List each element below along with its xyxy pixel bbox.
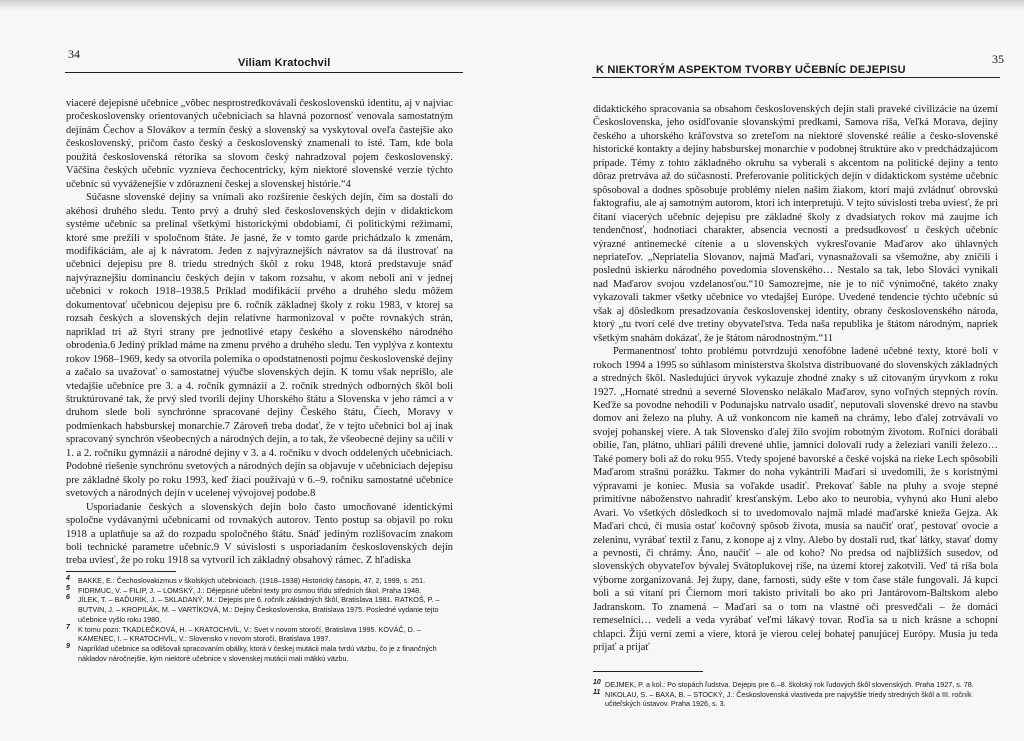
- body-text: [66, 97, 453, 568]
- body-text: [593, 103, 998, 655]
- running-head: Viliam Kratochvil: [238, 57, 331, 69]
- footnote: 4 BAKKE, E.: Čechoslovakizmus v školských učebniciach. (1918–1938) Historický časopis, 47, 2, 1999, s. 251.: [66, 575, 426, 585]
- paragraph: viaceré dejepisné učebnice „vôbec nesprostredkovávali československú identitu, aj v najviac pročeskoslovensky orientovaných učebniciach sa hlavná pozornosť venovala samostatným dejinám Čechov a Slovákov a termín český a slovenský sa vyskytoval oveľa častejšie ako československý, pričom často český a československý znamenali to isté. Tam, kde bola použitá československá rétorika sa slovom český nahradzoval pojem československý. Väčšina českých učebníc vyznieva čechocentricky, kým niektoré slovenské verzie týchto učebníc sú vyváženejšie v zdôraznení českej a slovenskej histórie.“4: [66, 98, 453, 190]
- page-number: 34: [68, 47, 80, 61]
- running-head: K NIEKTORÝM ASPEKTOM TVORBY UČEBNÍC DEJEPISU: [596, 64, 906, 76]
- right-page: [512, 0, 1024, 741]
- footnotes: [66, 576, 456, 663]
- header-rule: [65, 72, 463, 73]
- footnote: 11 NIKOLAU, S. – BAXA, B. – STOCKÝ, J.: Československá vlastiveda pre najvyššie triedy stredných škôl a III. ročník učiteľských ústavov. Praha 1926, s. 3.: [593, 688, 972, 709]
- paragraph: Permanentnosť tohto problému potvrdzujú xenofóbne ladené učebné texty, ktoré boli v rokoch 1994 a 1995 so súhlasom ministerstva školstva distribuované do slovenských základných a stredných škôl. Nasledujúci úryvok vykazuje zhodné znaky s už citovaným úryvkom z roku 1927. „Hornaté strednú a severné Slovensko nelákalo Maďarov, syno voľných stepných rovín. Keďže sa povodne nehodili v Podunajsku natrvalo usadiť, neputovali slovenské drevo na stavbu domov ani železo na pluhy. A už vonkoncom nie kameň na chrámy, lebo ďalej zotrvávali vo svojej pohanskej viere. A tak Slovensko ďalej žilo svojím robotným životom. Roľníci dorábali obilie, ľan, plátno, uhliari pálili drevené uhlie, jamníci dolovali rudy a železiari vanili železo… Také pomery boli až do roku 955. Vtedy spojené bavorské a české vojská na rieke Lech spôsobili Maďarom strašnú porážku. Takmer do noha vykántrili Maďari si uvedomili, že s koristnými výpravami je koniec. Musia sa voľakde usadiť. Prekovať šable na pluhy a svoje stepné primitívne náboženstvo nahradiť kresťanským. Lebo ako to neurobia, vyhynú ako Huni alebo Avari. Vo všetkých dôsledkoch si to uvedomovalo najmä mladé maďarské knieža Gejza. Ak Maďari chcú, či musia ostať kočovný spôsob života, musia sa naučiť orať, pestovať ovocie a zeleninu, vyrábať textil z ľanu, z konope aj z vlny. Alebo by dostali rud, tkať látky, stavať domy a pevnosti, či chrámy. Áno, naučiť – ale od koho? No predsa od najbližších susedov, od slovenských obyvateľov bývalej Svätoplukovej ríše, na území ktorej zakotvili. Veď tá ríša bola výborne zorganizovaná. Jej župy, dane, farnosti, súdy ešte v tom čase stále fungovali. Já kupci boli a sú vítaní pri Čiernom mori takisto privítali bo ako pri Jantárovom-Baltskom alebo Jadranskom. To znamená – Maďari sa o tom na vlastné oči presvedčali – že domáci remeselníci… vedeli a veda vyrábať veľmi lákavý tovar. Roďia sa u nich krásne a schopní chlapci. Žijú verní zemi a viere, ktorá je vierou celej bohatej panujúcej Európy. Musia ju teda prijať a prijať: [593, 346, 998, 654]
- paragraph: didaktického spracovania sa obsahom československých dejín stali praveké civilizácie na území Československa, jeho osídľovanie slovanskými predkami, Samova ríša, Veľká Morava, dejiny českého a uhorského kráľovstva so zreteľom na niektoré slovenské reálie a česko-slovenské historické kontakty a dejiny habsburskej monarchie v podobnej štruktúre ako v predchádzajúcom prípade. Témy z tohto základného okruhu sa vyberali s akcentom na politické dejiny a tento dôraz pretrváva až do súčasnosti. Preferovanie politických dejín v didaktickom systéme učebníc spôsoboval a dodnes spôsobuje problémy nielen našim žiakom, ktorí majú zvládnuť obrovskú faktografiu, ale aj samotným autorom, ktorí ich interpretujú. V tejto súvislosti treba uviesť, že pri čítaní viacerých učebníc dejepisu pre základné školy z dvadsiatych rokov má zaujme ich tendenčnosť, hodnotiaci charakter, absencia vecnosti a predsudkovosť u českých učebníc výrazné antinemecké cítenie a u slovenských vykresľovanie Maďarov ako úhlavných nepriateľov. „Nepriatelia Slovanov, najmä Maďari, vynasnažovali sa všemožne, aby zničili i poslednú iskierku národného povedomia slovenského… Nestalo sa tak, lebo Slováci vynikali nad Maďarov svojou vzdelanosťou.“10 Samozrejme, nie je to nič výnimočné, takéto znaky vykazovali takmer všetky učebnice vo vtedajšej Európe. Uvedené tendencie týchto učebníc sú však aj dôsledkom presadzovania československej identity, obrany československého národa, ktorý „tu tvorí celé dve tretiny obyvateľstva. Teda naša republika je štátom národným, napriek všetkým snahám dokázať, že je štátom národnostným.“11: [593, 104, 998, 344]
- footnote: 10 DEJMEK, P. a kol.: Po stopách ľudstva. Dejepis pre 6.–8. školský rok ľudových škôl slovenských. Praha 1927, s. 78.: [593, 679, 974, 689]
- paragraph: Súčasne slovenské dejiny sa vnímali ako rozšírenie českých dejín, čím sa dostali do akéhosi druhého sledu. Tento prvý a druhý sled československých dejín v didaktickom systéme učebníc sa prelínal všetkými historickými obdobiami, či politickými režimami, ktoré sme prežili v spoločnom štáte. Je jasné, že v tomto garde prichádzalo k zmenám, modifikáciám, ale aj k návratom. Jeden z najvýraznejších návratov sa dá ilustrovať na učebnici dejepisu pre 8. triedu stredných škôl z roku 1948, ktorá predstavuje snáď najvýraznejšiu dominanciu českých dejín v takom rozsahu, v akom neboli ani v jednej učebnici v rokoch 1918–1938.5 Príklad modifikácií prvého a druhého sledu môžem dokumentovať učebnicou dejepisu pre 6. ročník základnej školy z roku 1983, v ktorej sa rozsah českých a slovenských dejín relatívne harmonizoval v počte rovnakých strán, napriklad tri až štyri strany pre jednotlivé etapy českého a slovenského národného obrodenia.6 Jediný príklad máme na zmenu prvého a druhého sledu. Ten vyplýva z kontextu rokov 1968–1969, kedy sa otvorila polemika o opodstatnenosti pojmu československé dejiny a začalo sa uvažovať o samostatnej výučbe slovenských dejín. K tomu však neprišlo, ale vtedajšie učebnice pre 3. a 4. ročník gymnázií a 2. ročník stredných odborných škôl boli štruktúrované tak, že prvý sled tvorili dejiny Uhorského štátu a Slovenska v jeho rámci a v druhom slede boli synchrónne spracované dejiny Českého štátu, Čiech, Moravy v podmienkach habsburskej monarchie.7 Zároveň treba dodať, že v tejto učebnici bol aj inak spracovaný synchrón všeobecných a národných dejín, a to tak, že všeobecné dejiny sa učili v 1. a 2. ročníku gymnázií a národné dejiny v 3. a 4. ročníku v dvoch oddelených učebniciach. Podobné riešenie synchrónu svetových a národných dejín sa objavuje v učebniciach dejepisu pre základné školy po roku 1993, keď žiaci používajú v 6.–9. ročníku samostatné učebnice svetových a národných dejín v ucelenej vývojovej podobe.8: [66, 192, 453, 500]
- footnotes: [593, 680, 998, 709]
- page-number: 35: [992, 52, 1004, 66]
- footnote-rule: [593, 671, 703, 672]
- footnote-rule: [66, 571, 176, 572]
- footnote: 7 K tomu pozri: TKADLEČKOVÁ, H. – KRATOCHVÍL, V.: Svet v novom storočí, Bratislava 1995. KOVÁČ, D. – KAMENEC, I. – KRATOCHVÍL, V.: Slovensko v novom storočí, Bratislava 1997.: [66, 623, 421, 644]
- footnote: 9 Napríklad učebnice sa odlišovali spracovaním obálky, ktorá v českej mutácii mala tvrdú väzbu, čo je z finančných nákladov náročnejšie, kým niektoré učebnice v slovenskej mutácii mali mäkkú väzbu.: [66, 642, 437, 663]
- header-rule: [592, 77, 1000, 78]
- footnote: 6 JÍLEK, T. – BAĎURÍK, J. – SKLADANÝ, M.: Dejepis pre 6. ročník základných škôl, Bratislava 1981. RATKOŠ, P. – BUTVIN, J. – KROPILÁK, M. – VARTÍKOVÁ, M.: Dejiny Československa, Bratislava 1975. Posledné vydanie tejto učebnice vyšlo roku 1980.: [66, 594, 440, 624]
- footnote: 5 FIDRMUC, V. – FILIP, J. – LOMSKÝ, J.: Dějepisné učební texty pro osmou třídu středních škol. Praha 1948.: [66, 584, 422, 595]
- paragraph: Usporiadanie českých a slovenských dejín bolo často umocňované identickými spoločne vydávanými učebnicami od rovnakých autorov. Tento postup sa objavil po roku 1918 a uplatňuje sa až do rozpadu spoločného štátu. Snáď jediným rozlišovacím znakom boli technické parametre učebníc.9 V súvislosti s usporiadaním československých dejín treba uviesť, že po roku 1918 sa vytvoril ich základný obsahový rámec. Z hľadiska: [66, 501, 453, 567]
